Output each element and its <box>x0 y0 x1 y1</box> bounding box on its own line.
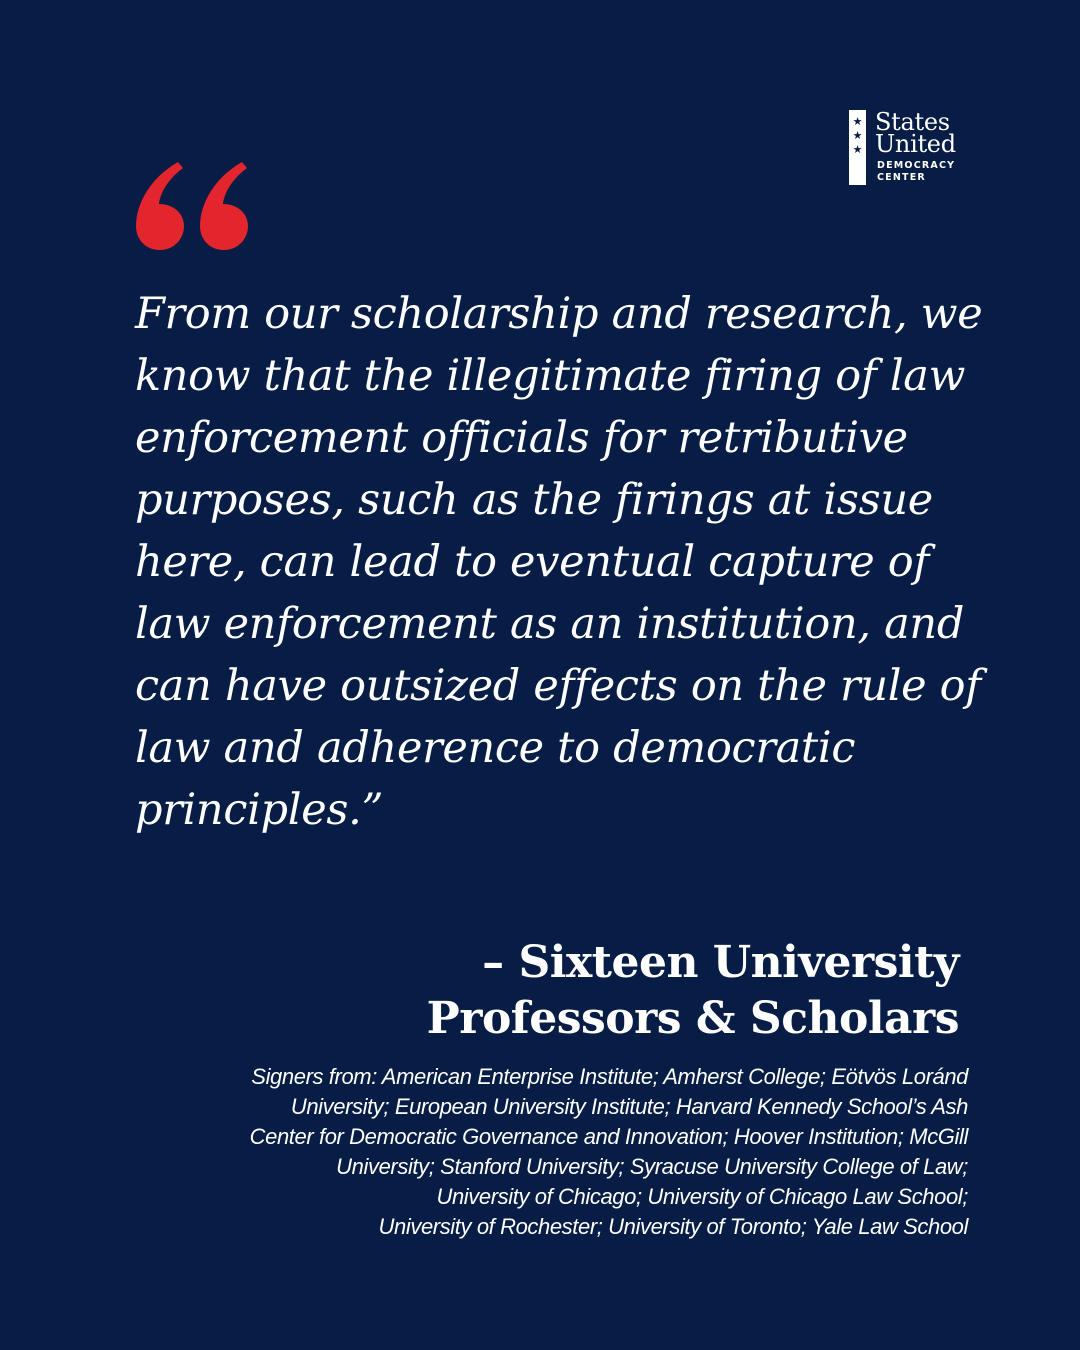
open-quote-icon <box>134 160 252 250</box>
signers-line: Center for Democratic Governance and Innovation; Hoover Institution; McGill <box>249 1124 968 1149</box>
quote-line: enforcement officials for retributive <box>135 413 908 463</box>
signers-line: University; Stanford University; Syracuse University College of Law; <box>336 1154 968 1179</box>
quote-line: From our scholarship and research, we <box>135 289 983 339</box>
quote-text <box>135 283 983 841</box>
signers-line: University of Rochester; University of Toronto; Yale Law School <box>378 1214 968 1239</box>
quote-line: know that the illegitimate firing of law <box>135 351 966 401</box>
logo-text-democracy: DEMOCRACY <box>877 160 956 171</box>
logo-text-united: United <box>875 130 956 158</box>
signers-line: Signers from: American Enterprise Institute; Amherst College; Eötvös Loránd <box>251 1064 968 1089</box>
quote-line: purposes, such as the firings at issue <box>135 475 933 525</box>
logo-text-center: CENTER <box>877 172 926 183</box>
signers-list <box>68 1062 968 1242</box>
star-icon: ★ <box>852 115 863 128</box>
quote-line: principles.” <box>135 785 384 835</box>
logo-star-bar <box>849 110 866 185</box>
attribution-line: Professors & Scholars <box>426 993 959 1044</box>
attribution-line: – Sixteen University <box>482 937 959 988</box>
states-united-logo <box>849 110 979 186</box>
star-icon: ★ <box>852 143 863 156</box>
star-icon: ★ <box>852 129 863 142</box>
logo-text-states: States <box>875 108 950 136</box>
quote-line: here, can lead to eventual capture of <box>135 537 929 587</box>
quote-line: law and adherence to democratic <box>135 723 856 773</box>
quote-attribution <box>259 935 959 1047</box>
quote-line: can have outsized effects on the rule of <box>135 661 981 711</box>
signers-line: University; European University Institute; Harvard Kennedy School’s Ash <box>290 1094 968 1119</box>
quote-line: law enforcement as an institution, and <box>135 599 965 649</box>
signers-line: University of Chicago; University of Chicago Law School; <box>436 1184 968 1209</box>
